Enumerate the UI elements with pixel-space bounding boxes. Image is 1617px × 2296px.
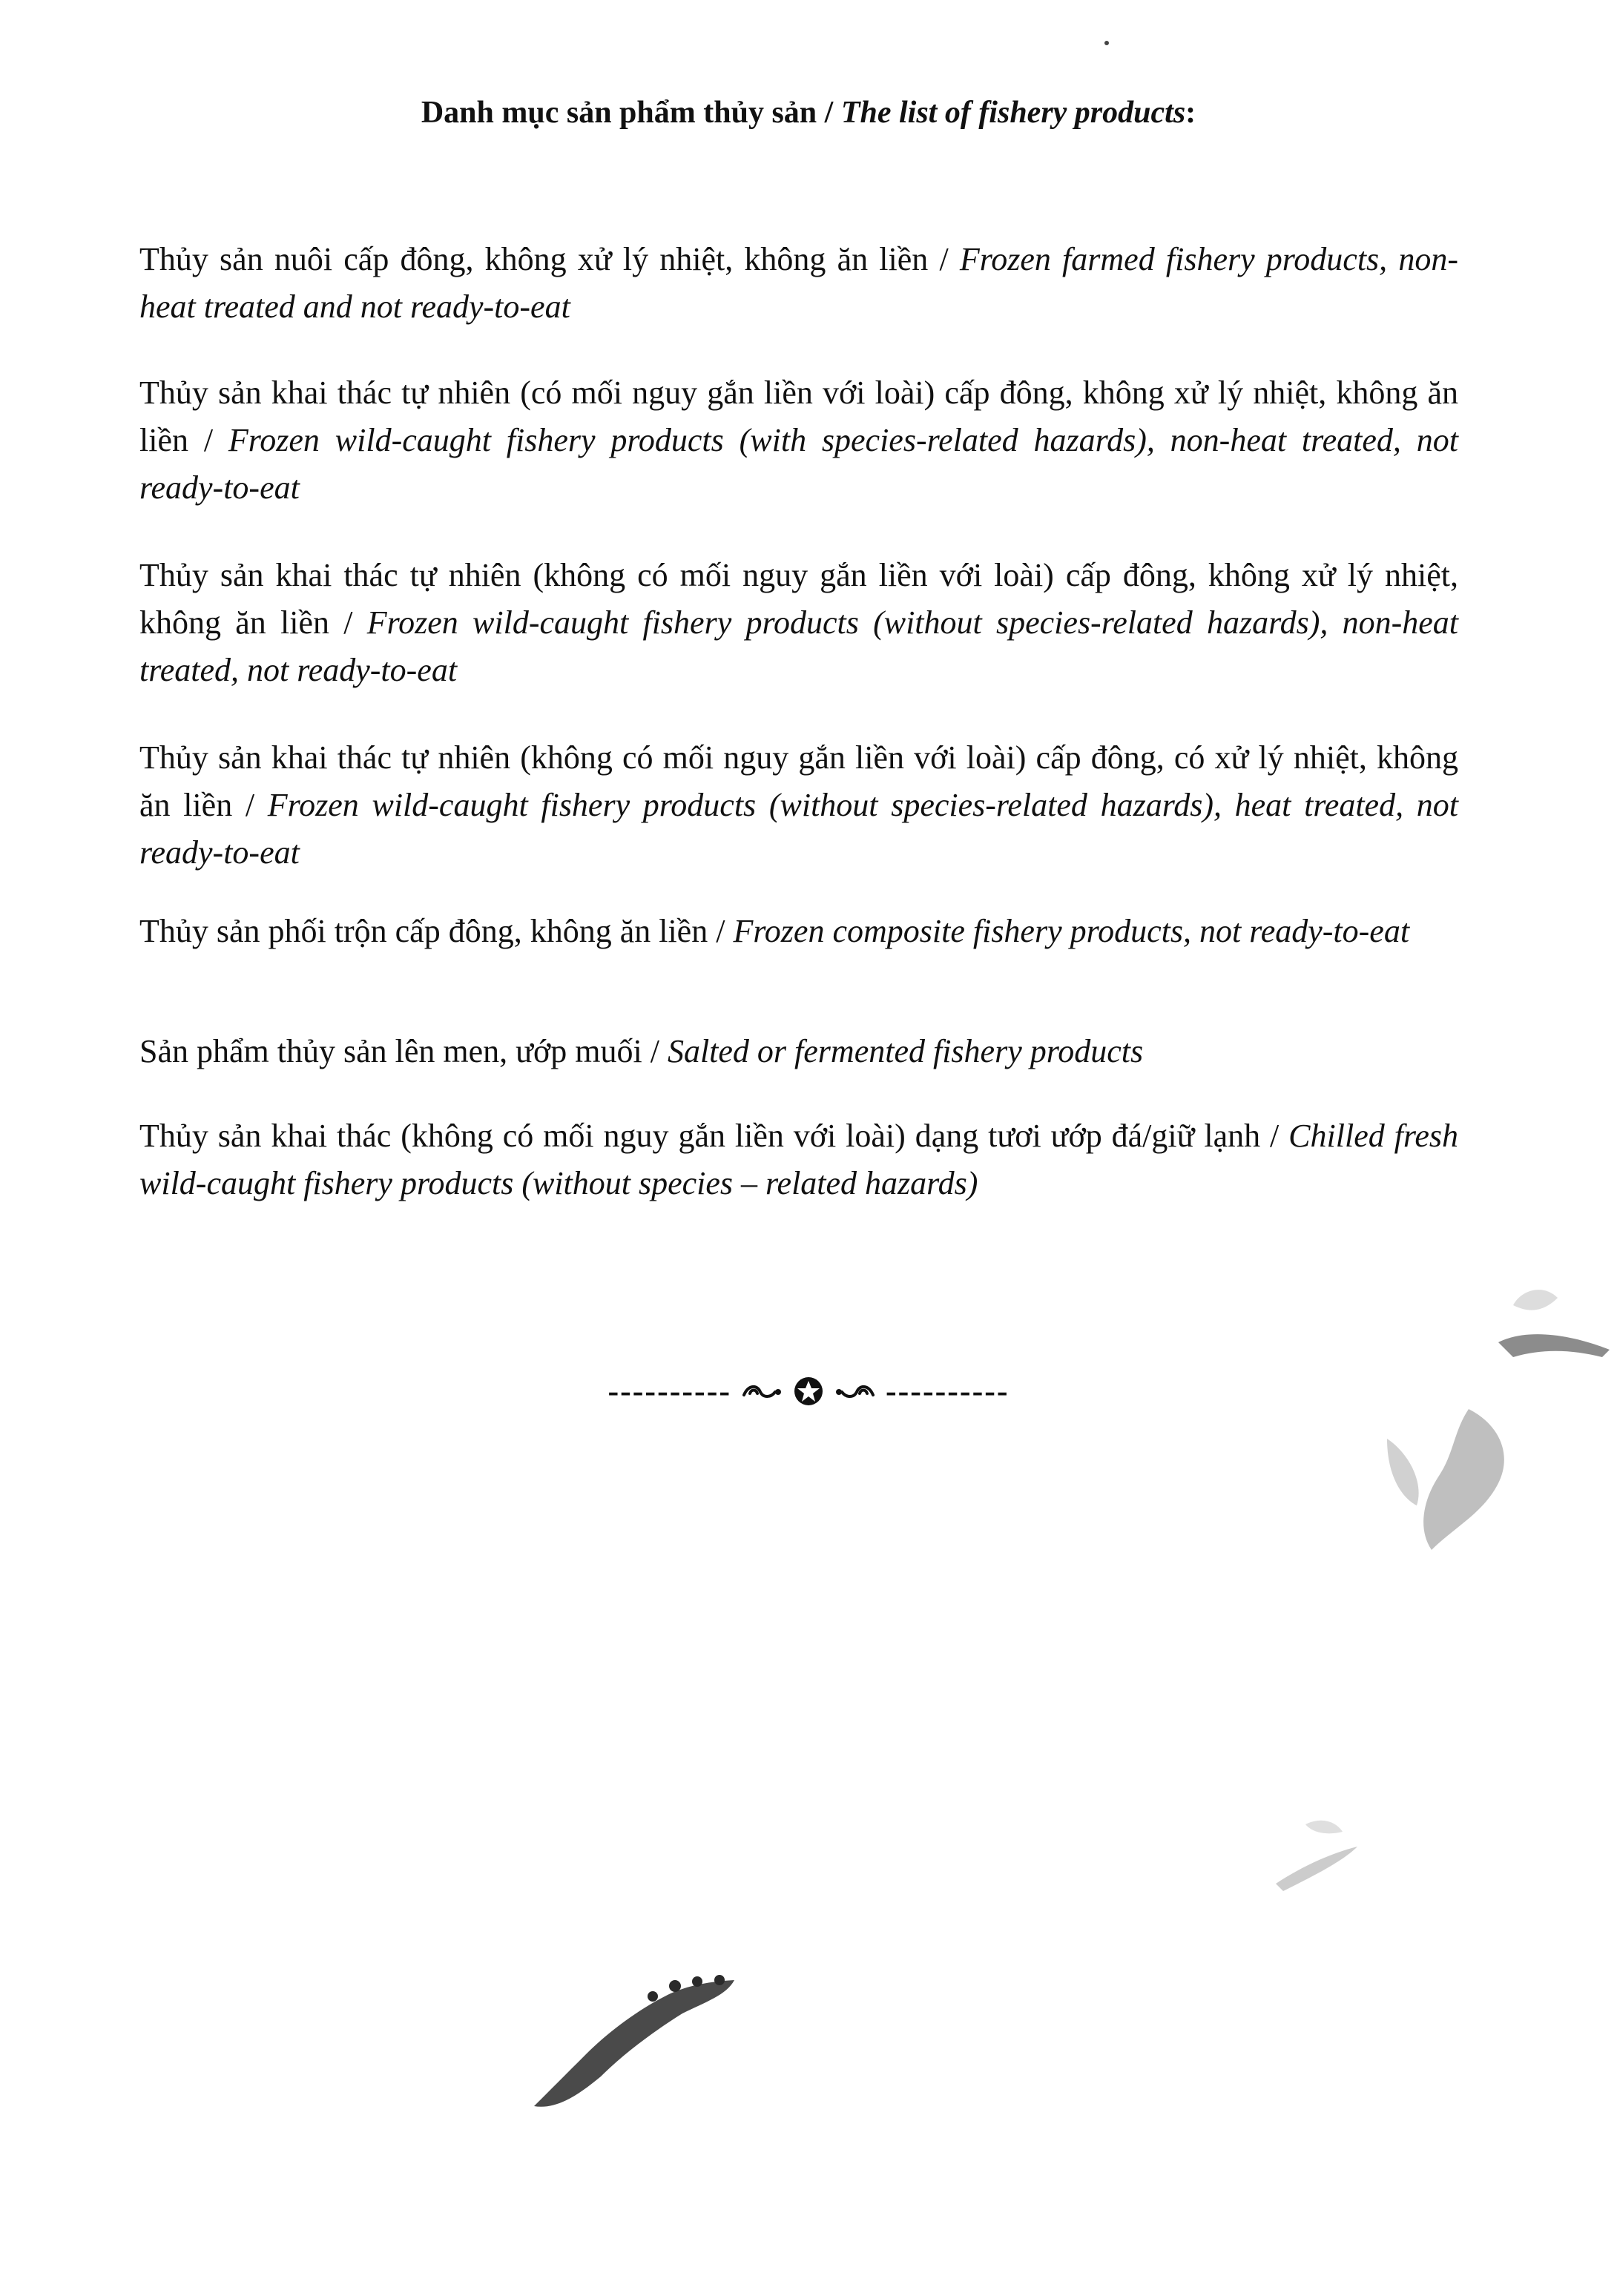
list-item	[139, 908, 1458, 955]
star-circle-icon	[792, 1375, 825, 1408]
flourish-left-icon	[741, 1380, 783, 1402]
item-vietnamese: Thủy sản phối trộn cấp đông, không ăn liền	[139, 913, 708, 949]
scan-smudge-bottom	[519, 1928, 757, 2121]
item-vietnamese: Thủy sản khai thác tự nhiên (không có mối nguy gắn liền với loài) cấp đông, không xử lý nhiệt, không ăn liền	[139, 557, 1458, 641]
list-item	[139, 236, 1458, 331]
ornament-dashes-right: ----------	[886, 1373, 1010, 1410]
item-separator: /	[928, 241, 960, 277]
item-vietnamese: Thủy sản nuôi cấp đông, không xử lý nhiệt, không ăn liền	[139, 241, 929, 277]
item-vietnamese: Sản phẩm thủy sản lên men, ướp muối	[139, 1033, 642, 1069]
title-english: The list of fishery products	[840, 96, 1186, 130]
item-separator: /	[329, 604, 367, 641]
item-english: Frozen wild-caught fishery products (with species-related hazards), non-heat treated, not ready-to-eat	[139, 422, 1458, 506]
list-item	[139, 1112, 1458, 1207]
item-english: Frozen composite fishery products, not ready-to-eat	[733, 913, 1410, 949]
list-item	[139, 1028, 1458, 1075]
list-item	[139, 552, 1458, 694]
title-colon: :	[1185, 96, 1196, 130]
item-separator: /	[1260, 1118, 1289, 1154]
item-vietnamese: Thủy sản khai thác tự nhiên (có mối nguy gắn liền với loài) cấp đông, không xử lý nhiệt, không ăn liền	[139, 375, 1458, 458]
item-separator: /	[708, 913, 734, 949]
flourish-right-icon	[834, 1380, 876, 1402]
item-english: Frozen wild-caught fishery products (without species-related hazards), heat treated, not ready-to-eat	[139, 787, 1458, 871]
item-vietnamese: Thủy sản khai thác tự nhiên (không có mối nguy gắn liền với loài) cấp đông, có xử lý nhiệt, không ăn liền	[139, 739, 1458, 823]
item-separator: /	[642, 1033, 668, 1069]
scan-smudge-right	[1276, 1261, 1617, 1676]
item-separator: /	[232, 787, 268, 823]
item-english: Frozen farmed fishery products, non-heat treated and not ready-to-eat	[139, 241, 1458, 325]
scan-dot-top	[1098, 0, 1142, 59]
item-vietnamese: Thủy sản khai thác (không có mối nguy gắn liền với loài) dạng tươi ướp đá/giữ lạnh	[139, 1118, 1261, 1154]
end-ornament	[0, 1369, 1617, 1410]
list-item	[139, 369, 1458, 512]
item-english: Frozen wild-caught fishery products (without species-related hazards), non-heat treated, not ready-to-eat	[139, 604, 1459, 688]
ornament-dashes-left: ----------	[607, 1373, 731, 1410]
item-separator: /	[188, 422, 228, 458]
item-english: Chilled fresh wild-caught fishery products (without species – related hazards)	[139, 1118, 1458, 1201]
list-item	[139, 734, 1458, 877]
page-title	[0, 90, 1617, 135]
title-vietnamese: Danh mục sản phẩm thủy sản /	[421, 96, 841, 130]
scan-smudge-mid	[1231, 1780, 1380, 1913]
item-english: Salted or fermented fishery products	[667, 1033, 1144, 1069]
